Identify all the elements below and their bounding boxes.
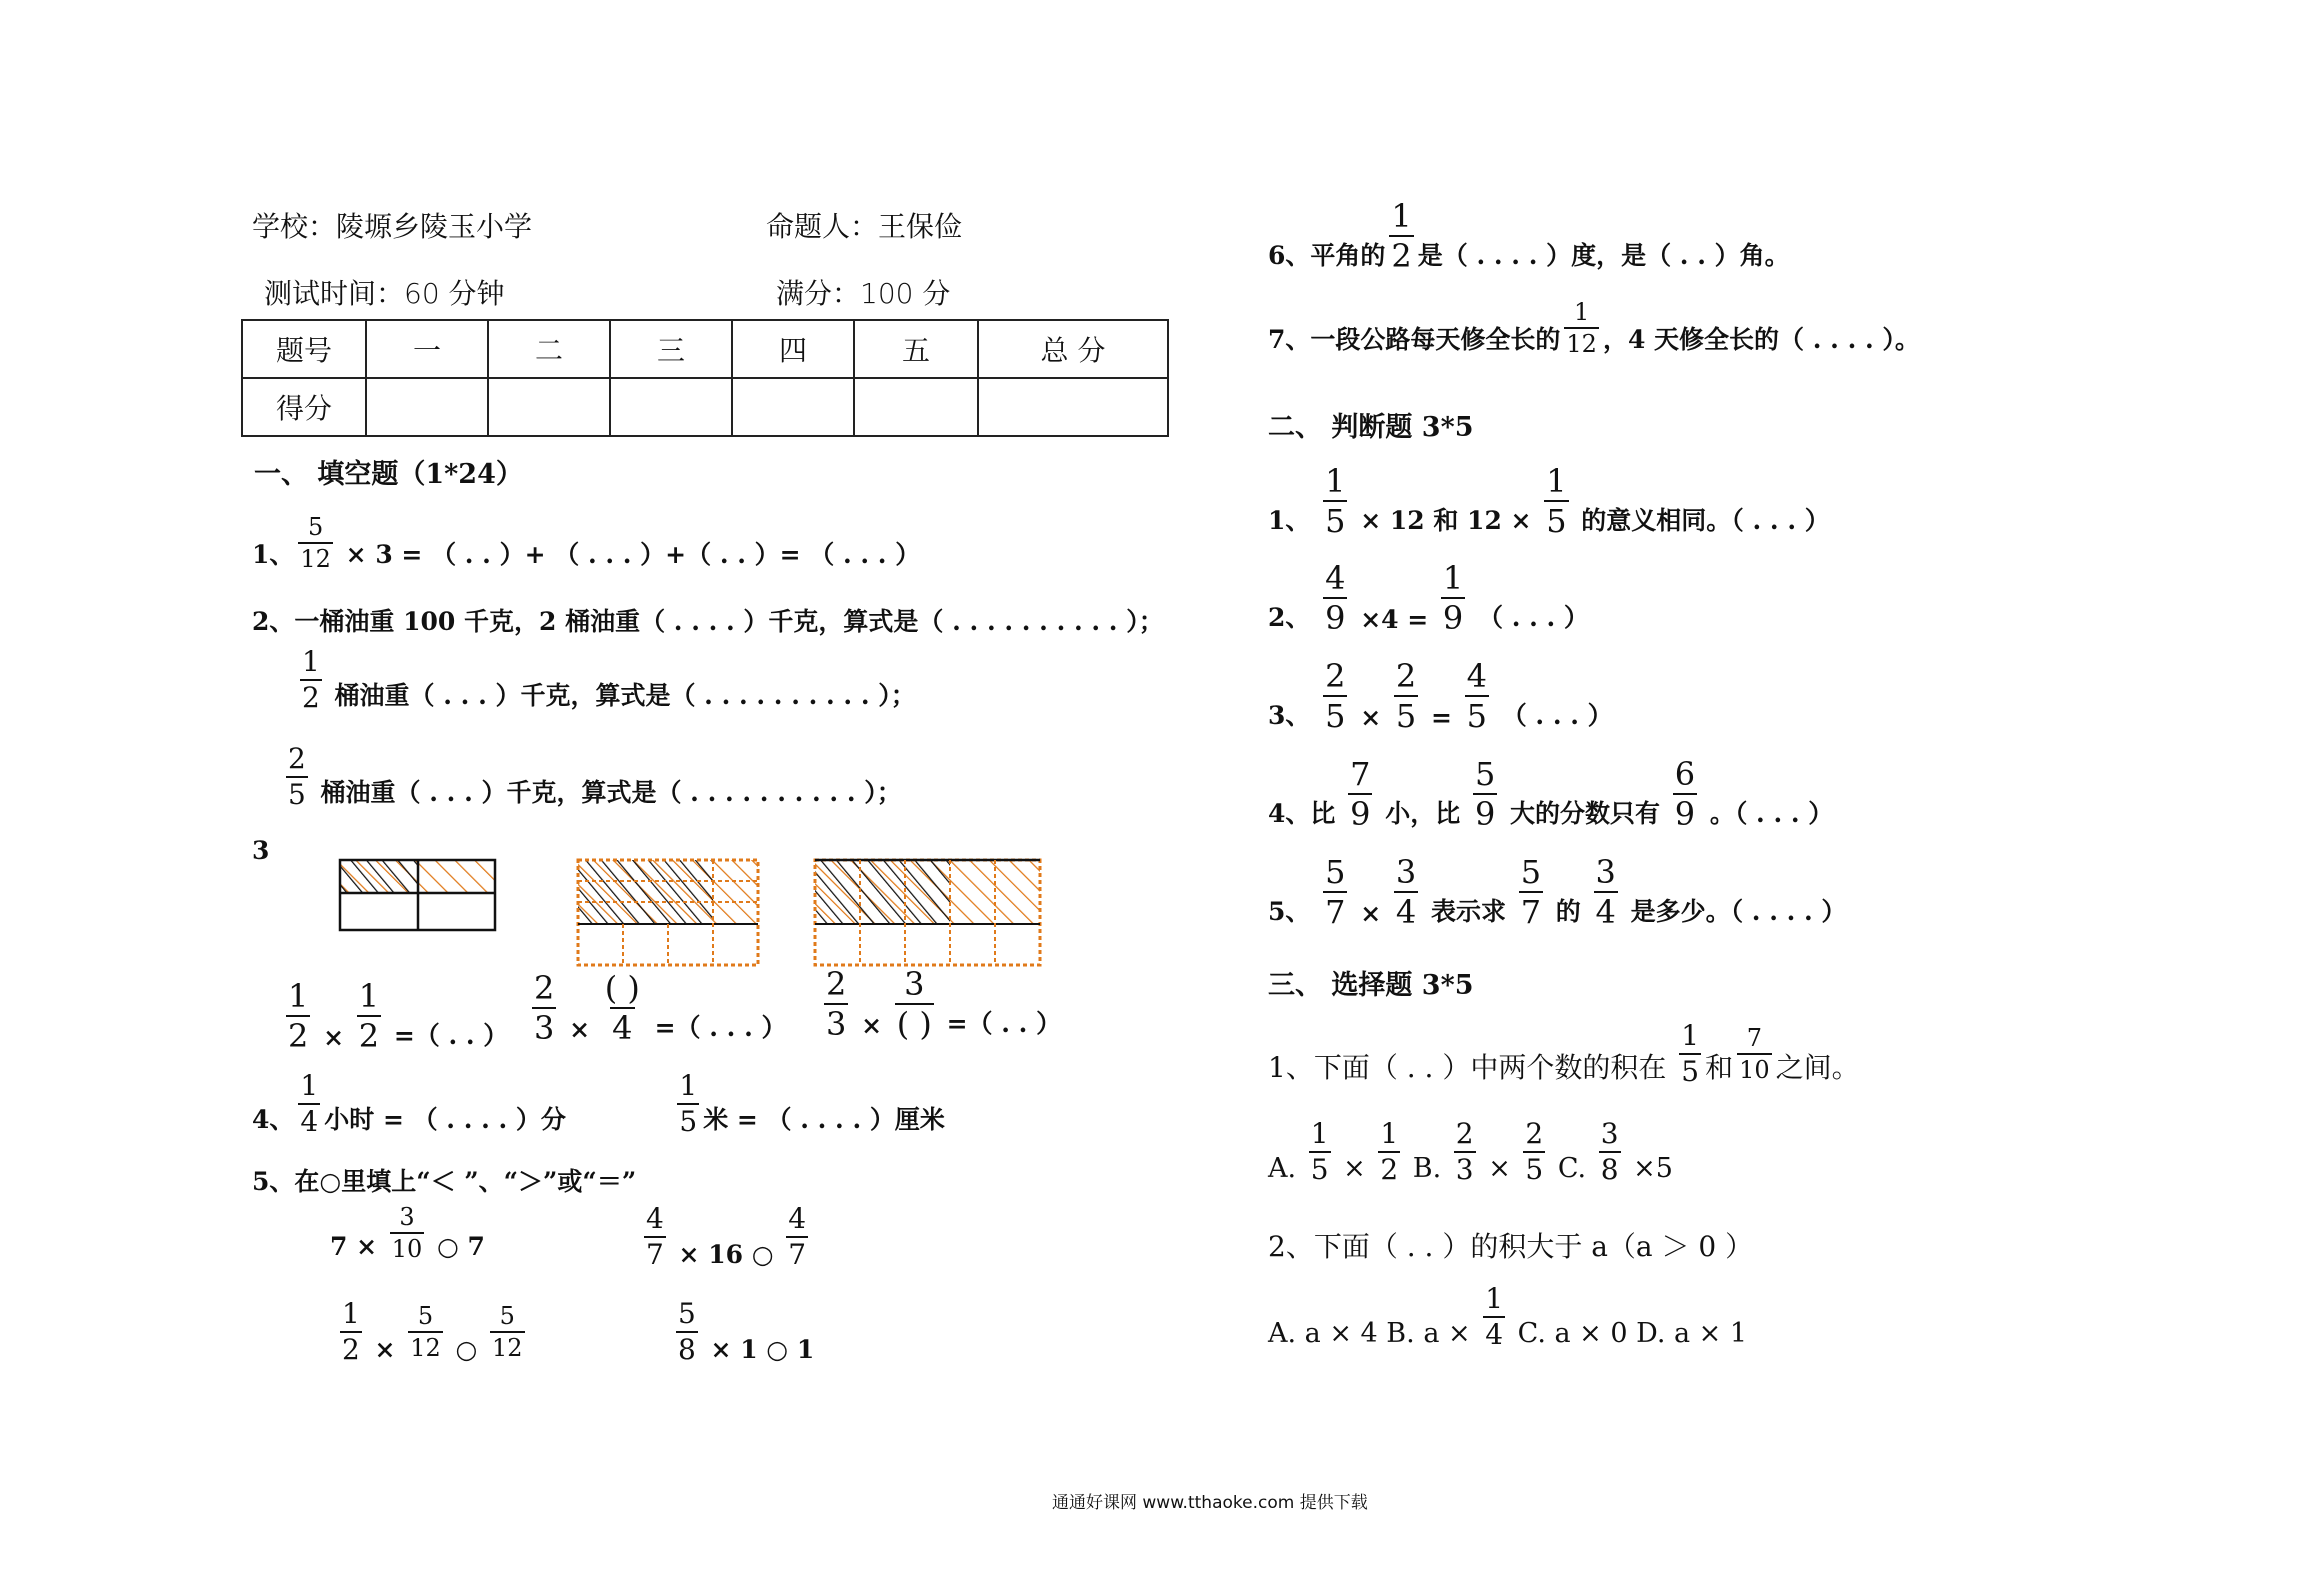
fraction: $\frac{( )}{4}$ <box>604 969 640 1047</box>
score-input-cell[interactable] <box>854 378 978 436</box>
fraction: $\frac{1}{5}$ <box>1325 462 1346 540</box>
q2-line2 <box>296 645 916 714</box>
judge-3: 3、 $\frac{2}{5}$ × $\frac{2}{5}$ = $\frac{4}{5}$ （ . . . ） <box>1268 657 1613 735</box>
fraction: $\frac{4}{7}$ <box>788 1202 807 1271</box>
fraction: $\frac{5}{12}$ <box>300 513 331 573</box>
fraction: $\frac{1}{2}$ <box>288 977 309 1055</box>
author-label: 命题人：王保俭 <box>766 210 963 243</box>
q5-title: 5、在○里填上“＜ ”、“＞”或“＝” <box>252 1167 637 1196</box>
fraction: $\frac{5}{7}$ <box>1325 853 1346 931</box>
q6-line: 6、平角的 $\frac{1}{2}$ 是（ . . . . ）度，是（ . . ）角。 <box>1268 197 1790 275</box>
q3-figures <box>330 855 1060 970</box>
choice-2-options: A. a × 4 B. a × $\frac{1}{4}$ C. a × 0 D. a × 1 <box>1268 1282 1748 1351</box>
fraction: $\frac{2}{5}$ <box>1325 657 1346 735</box>
fraction: $\frac{1}{2}$ <box>1391 197 1412 275</box>
score-input-cell[interactable] <box>978 378 1168 436</box>
q5-d: $\frac{5}{8}$ × 1 ○ 1 <box>678 1297 815 1366</box>
score-input-cell[interactable] <box>366 378 488 436</box>
q3-expr2-rest: =（ . . . ） <box>654 1013 787 1042</box>
score-table-header-row <box>242 320 1168 378</box>
choice-1-options: A. $\frac{1}{5}$ × $\frac{1}{2}$ B. $\frac{2}{3}$ × $\frac{2}{5}$ C. $\frac{3}{8}$ ×5 <box>1268 1117 1673 1186</box>
fraction: $\frac{4}{5}$ <box>1466 657 1487 735</box>
q5-c: $\frac{1}{2}$ × $\frac{5}{12}$ ○ $\frac{5}{12}$ <box>342 1297 523 1366</box>
table-cell: 二 <box>488 320 610 378</box>
score-table <box>241 319 1169 437</box>
score-input-cell[interactable] <box>488 378 610 436</box>
q2-line3 <box>282 742 902 811</box>
fraction: $\frac{1}{5}$ <box>679 1069 698 1138</box>
fraction: $\frac{4}{7}$ <box>646 1202 664 1271</box>
q5-a: 7 × $\frac{3}{10}$ ○ 7 <box>330 1203 485 1263</box>
fraction: $\frac{1}{2}$ <box>358 977 380 1055</box>
figure-2 <box>578 860 758 965</box>
fraction: $\frac{5}{7}$ <box>1520 853 1542 931</box>
fraction: $\frac{2}{5}$ <box>1525 1117 1544 1186</box>
fraction: $\frac{2}{5}$ <box>288 742 306 811</box>
q1-text: × 3 = （ . . ）+ （ . . . ）+（ . . ）= （ . . . ） <box>345 540 921 569</box>
table-cell: 得分 <box>242 378 366 436</box>
fraction: $\frac{2}{3}$ <box>534 969 555 1047</box>
q2-line2-text: 桶油重（ . . . ）千克，算式是（ . . . . . . . . . . ）； <box>334 681 916 710</box>
q4-text2: 米 = （ . . . . ）厘米 <box>703 1105 945 1134</box>
fraction: $\frac{3}{4}$ <box>1595 853 1616 931</box>
choice-1: 1、下面（ . . ）中两个数的积在 $\frac{1}{5}$ 和 $\frac{7}{10}$ 之间。 <box>1268 1019 1860 1088</box>
score-input-cell[interactable] <box>732 378 854 436</box>
table-cell: 四 <box>732 320 854 378</box>
fraction: $\frac{3}{4}$ <box>1395 853 1417 931</box>
q7-line: 7、一段公路每天修全长的 $\frac{1}{12}$ ，4 天修全长的（ . . . . ）。 <box>1268 298 1920 358</box>
fraction: $\frac{1}{12}$ <box>1566 298 1597 358</box>
fraction: $\frac{1}{9}$ <box>1442 559 1464 637</box>
school-label: 学校：陵塬乡陵玉小学 <box>252 210 533 243</box>
section2-title: 二、 判断题 3*5 <box>1268 412 1474 443</box>
section1-title: 一、 填空题（1*24） <box>254 459 523 490</box>
table-cell: 五 <box>854 320 978 378</box>
full-score-label: 满分：100 分 <box>776 277 951 310</box>
fraction: $\frac{7}{10}$ <box>1739 1024 1770 1084</box>
time-label: 测试时间：60 分钟 <box>264 277 505 310</box>
table-cell: 一 <box>366 320 488 378</box>
q3-expr1-rest: =（ . . ） <box>393 1021 509 1050</box>
fraction: $\frac{2}{3}$ <box>1455 1117 1474 1186</box>
q1-line <box>252 515 920 571</box>
fraction: $\frac{3}{10}$ <box>391 1203 423 1263</box>
q3-expr1: $\frac{1}{2}$ × $\frac{1}{2}$ =（ . . ） <box>288 977 509 1055</box>
q3-expr2: $\frac{2}{3}$ × $\frac{( )}{4}$ =（ . . . ） <box>534 969 787 1047</box>
judge-1: 1、 $\frac{1}{5}$ × 12 和 12 × $\frac{1}{5}$ 的意义相同。（ . . . ） <box>1268 462 1830 540</box>
q5-b: $\frac{4}{7}$ × 16 ○ $\frac{4}{7}$ <box>646 1202 807 1271</box>
fraction: $\frac{1}{5}$ <box>1546 462 1567 540</box>
judge-4: 4、比 $\frac{7}{9}$ 小，比 $\frac{5}{9}$ 大的分数只有 $\frac{6}{9}$ 。（ . . . ） <box>1268 755 1834 833</box>
fraction: $\frac{6}{9}$ <box>1674 755 1696 833</box>
table-cell: 三 <box>610 320 732 378</box>
fraction: $\frac{3}{( )}$ <box>896 965 932 1043</box>
q3-label: 3 <box>252 836 270 865</box>
fraction: $\frac{1}{5}$ <box>1310 1117 1329 1186</box>
table-cell: 总 分 <box>978 320 1168 378</box>
score-table-score-row <box>242 378 1168 436</box>
q1-prefix: 1、 <box>252 540 295 569</box>
fraction: $\frac{2}{3}$ <box>826 965 847 1043</box>
fraction: $\frac{1}{2}$ <box>302 645 320 714</box>
figure-3 <box>815 860 1040 965</box>
table-cell: 题号 <box>242 320 366 378</box>
fraction: $\frac{5}{12}$ <box>492 1302 523 1362</box>
fraction: $\frac{1}{4}$ <box>1485 1282 1504 1351</box>
figure-1 <box>340 860 495 930</box>
fraction: $\frac{1}{5}$ <box>1681 1019 1700 1088</box>
fraction: $\frac{7}{9}$ <box>1350 755 1371 833</box>
q4-text1: 小时 = （ . . . . ）分 <box>324 1105 566 1134</box>
q4-line: 4、 $\frac{1}{4}$ 小时 = （ . . . . ）分 $\frac{1}{5}$ 米 = （ . . . . ）厘米 <box>252 1069 945 1138</box>
fraction: $\frac{1}{2}$ <box>342 1297 360 1366</box>
judge-2: 2、 $\frac{4}{9}$ ×4 = $\frac{1}{9}$ （ . . . ） <box>1268 559 1589 637</box>
score-input-cell[interactable] <box>610 378 732 436</box>
fraction: $\frac{4}{9}$ <box>1325 559 1346 637</box>
judge-5: 5、 $\frac{5}{7}$ × $\frac{3}{4}$ 表示求 $\frac{5}{7}$ 的 $\frac{3}{4}$ 是多少。（ . . . . ） <box>1268 853 1847 931</box>
fraction: $\frac{5}{12}$ <box>410 1302 441 1362</box>
fraction: $\frac{1}{2}$ <box>1380 1117 1399 1186</box>
q2-line1: 2、一桶油重 100 千克，2 桶油重（ . . . . ）千克，算式是（ . . . . . . . . . . ）； <box>252 607 1164 636</box>
footer-credit: 通通好课网 www.tthaoke.com 提供下载 <box>1052 1493 1368 1513</box>
section3-title: 三、 选择题 3*5 <box>1268 970 1474 1001</box>
fraction: $\frac{5}{9}$ <box>1474 755 1496 833</box>
q3-expr3-rest: =（ . . ） <box>946 1009 1062 1038</box>
fraction: $\frac{1}{4}$ <box>300 1069 319 1138</box>
fraction: $\frac{2}{5}$ <box>1395 657 1417 735</box>
fraction: $\frac{3}{8}$ <box>1600 1117 1619 1186</box>
q2-line3-text: 桶油重（ . . . ）千克，算式是（ . . . . . . . . . . ）； <box>320 778 902 807</box>
choice-2: 2、下面（ . . ）的积大于 a（a ＞ 0 ） <box>1268 1230 1754 1263</box>
fraction: $\frac{5}{8}$ <box>678 1297 696 1366</box>
q3-expr3: $\frac{2}{3}$ × $\frac{3}{( )}$ =（ . . ） <box>826 965 1062 1043</box>
